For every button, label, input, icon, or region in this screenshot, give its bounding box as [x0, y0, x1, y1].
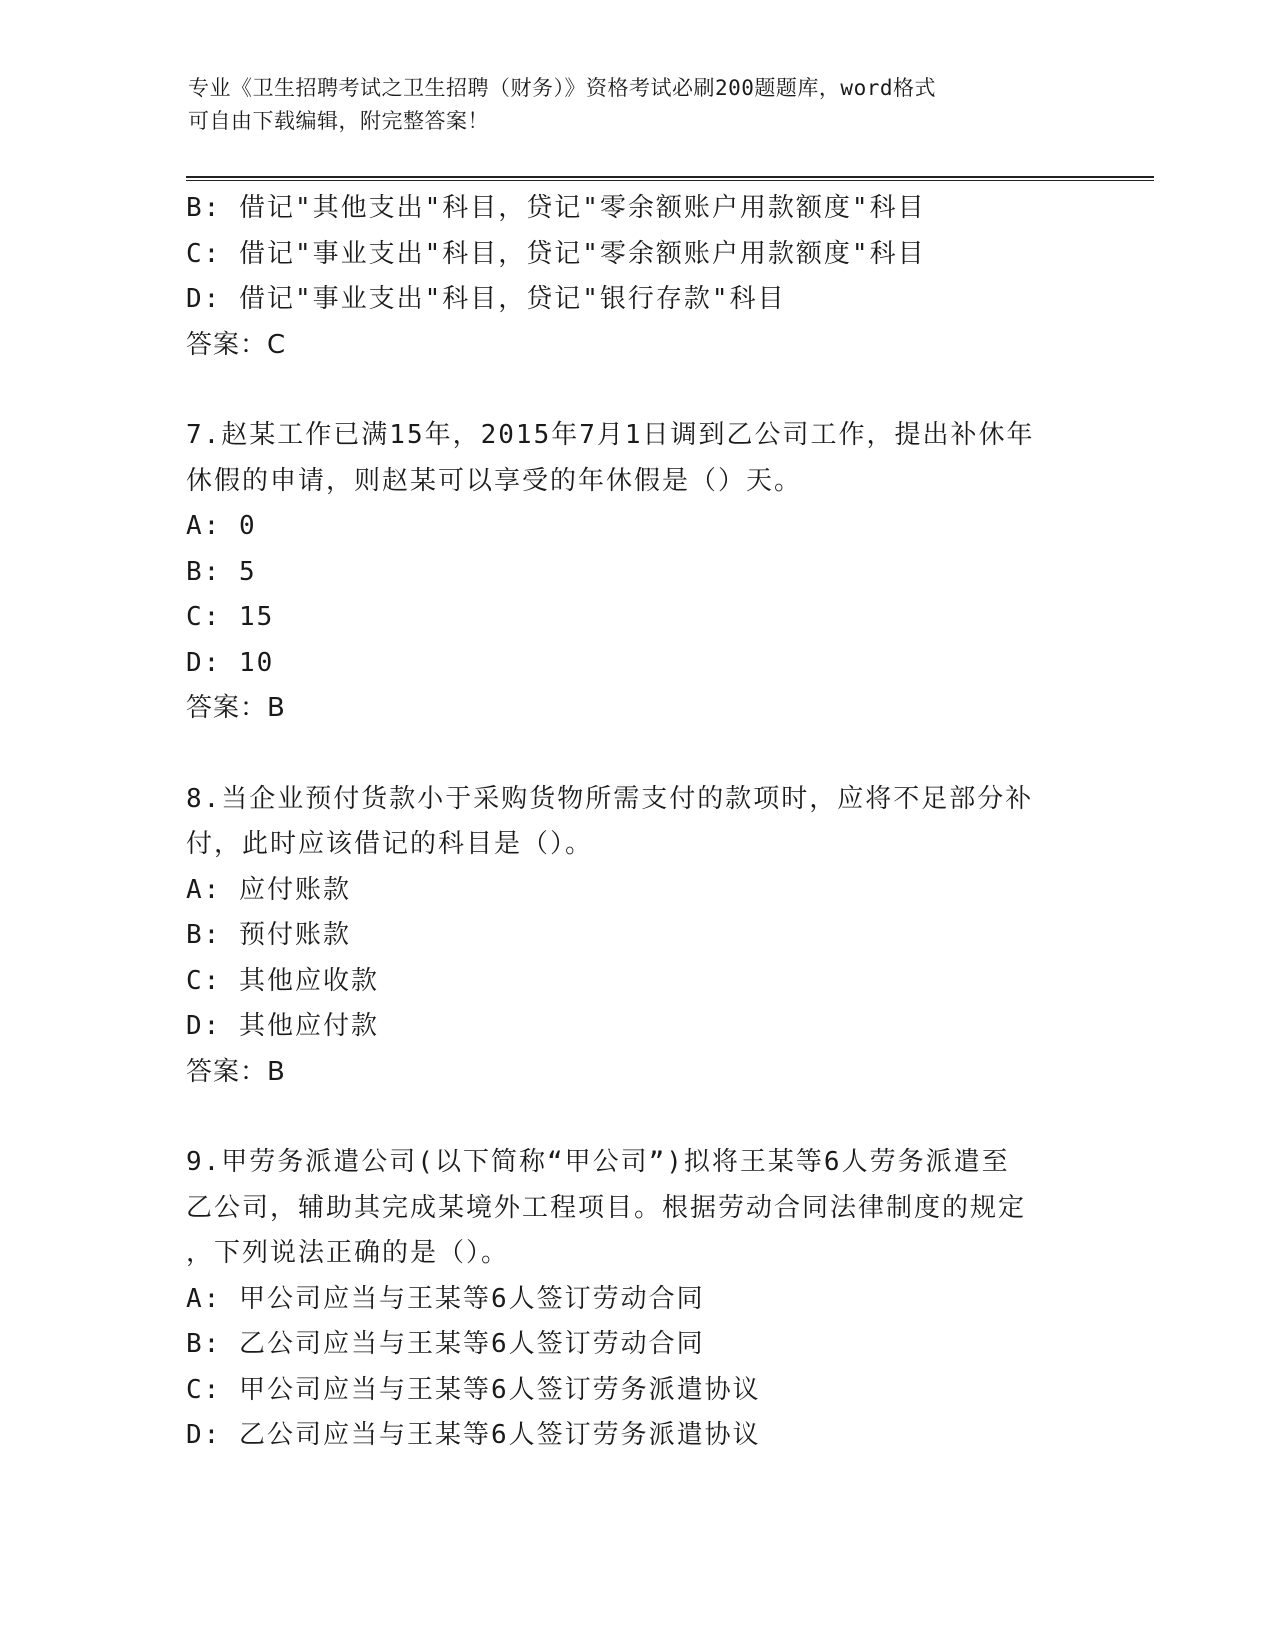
option-a: A: 0 — [186, 511, 257, 541]
option-a: A: 甲公司应当与王某等6人签订劳动合同 — [186, 1283, 705, 1314]
option-a: A: 应付账款 — [186, 874, 351, 905]
question-8 — [186, 777, 1086, 1096]
option-d: D: 乙公司应当与王某等6人签订劳务派遣协议 — [186, 1420, 761, 1450]
question-7 — [186, 413, 1086, 732]
spacer — [186, 368, 1086, 413]
header-line-2: 可自由下载编辑，附完整答案！ — [188, 109, 489, 133]
question-stem: 9.甲劳务派遣公司(以下简称“甲公司”)拟将王某等6人劳务派遣至 — [186, 1147, 1010, 1177]
option-b: B: 乙公司应当与王某等6人签订劳动合同 — [186, 1329, 705, 1359]
page-header — [188, 72, 1088, 138]
question-stem: 乙公司，辅助其完成某境外工程项目。根据劳动合同法律制度的规定 — [186, 1192, 1027, 1223]
answer: 答案：C — [186, 329, 287, 360]
question-stem: 付，此时应该借记的科目是（）。 — [186, 829, 594, 859]
header-divider — [186, 176, 1154, 181]
option-b: B: 借记"其他支出"科目，贷记"零余额账户用款额度"科目 — [186, 193, 926, 223]
question-9 — [186, 1140, 1086, 1459]
option-c: C: 其他应收款 — [186, 965, 379, 996]
question-stem: 7.赵某工作已满15年，2015年7月1日调到乙公司工作，提出补休年 — [186, 420, 1035, 450]
option-c: C: 15 — [186, 602, 275, 632]
answer: 答案：B — [186, 693, 286, 723]
option-d: D: 10 — [186, 647, 275, 678]
option-c: C: 借记"事业支出"科目，贷记"零余额账户用款额度"科目 — [186, 238, 926, 269]
question-stem: 休假的申请，则赵某可以享受的年休假是（）天。 — [186, 465, 803, 496]
question-stem: 8.当企业预付货款小于采购货物所需支付的款项时，应将不足部分补 — [186, 783, 1034, 814]
spacer — [186, 1095, 1086, 1140]
answer: 答案：B — [186, 1056, 286, 1087]
option-b: B: 预付账款 — [186, 920, 351, 950]
option-b: B: 5 — [186, 556, 257, 587]
document-body — [186, 186, 1086, 1459]
option-d: D: 借记"事业支出"科目，贷记"银行存款"科目 — [186, 284, 786, 314]
option-d: D: 其他应付款 — [186, 1011, 379, 1041]
question-stem: ，下列说法正确的是（）。 — [186, 1238, 510, 1268]
spacer — [186, 732, 1086, 777]
header-line-1: 专业《卫生招聘考试之卫生招聘（财务）》资格考试必刷200题题库，word格式 — [188, 76, 936, 100]
question-6 — [186, 186, 1086, 368]
option-c: C: 甲公司应当与王某等6人签订劳务派遣协议 — [186, 1374, 761, 1405]
